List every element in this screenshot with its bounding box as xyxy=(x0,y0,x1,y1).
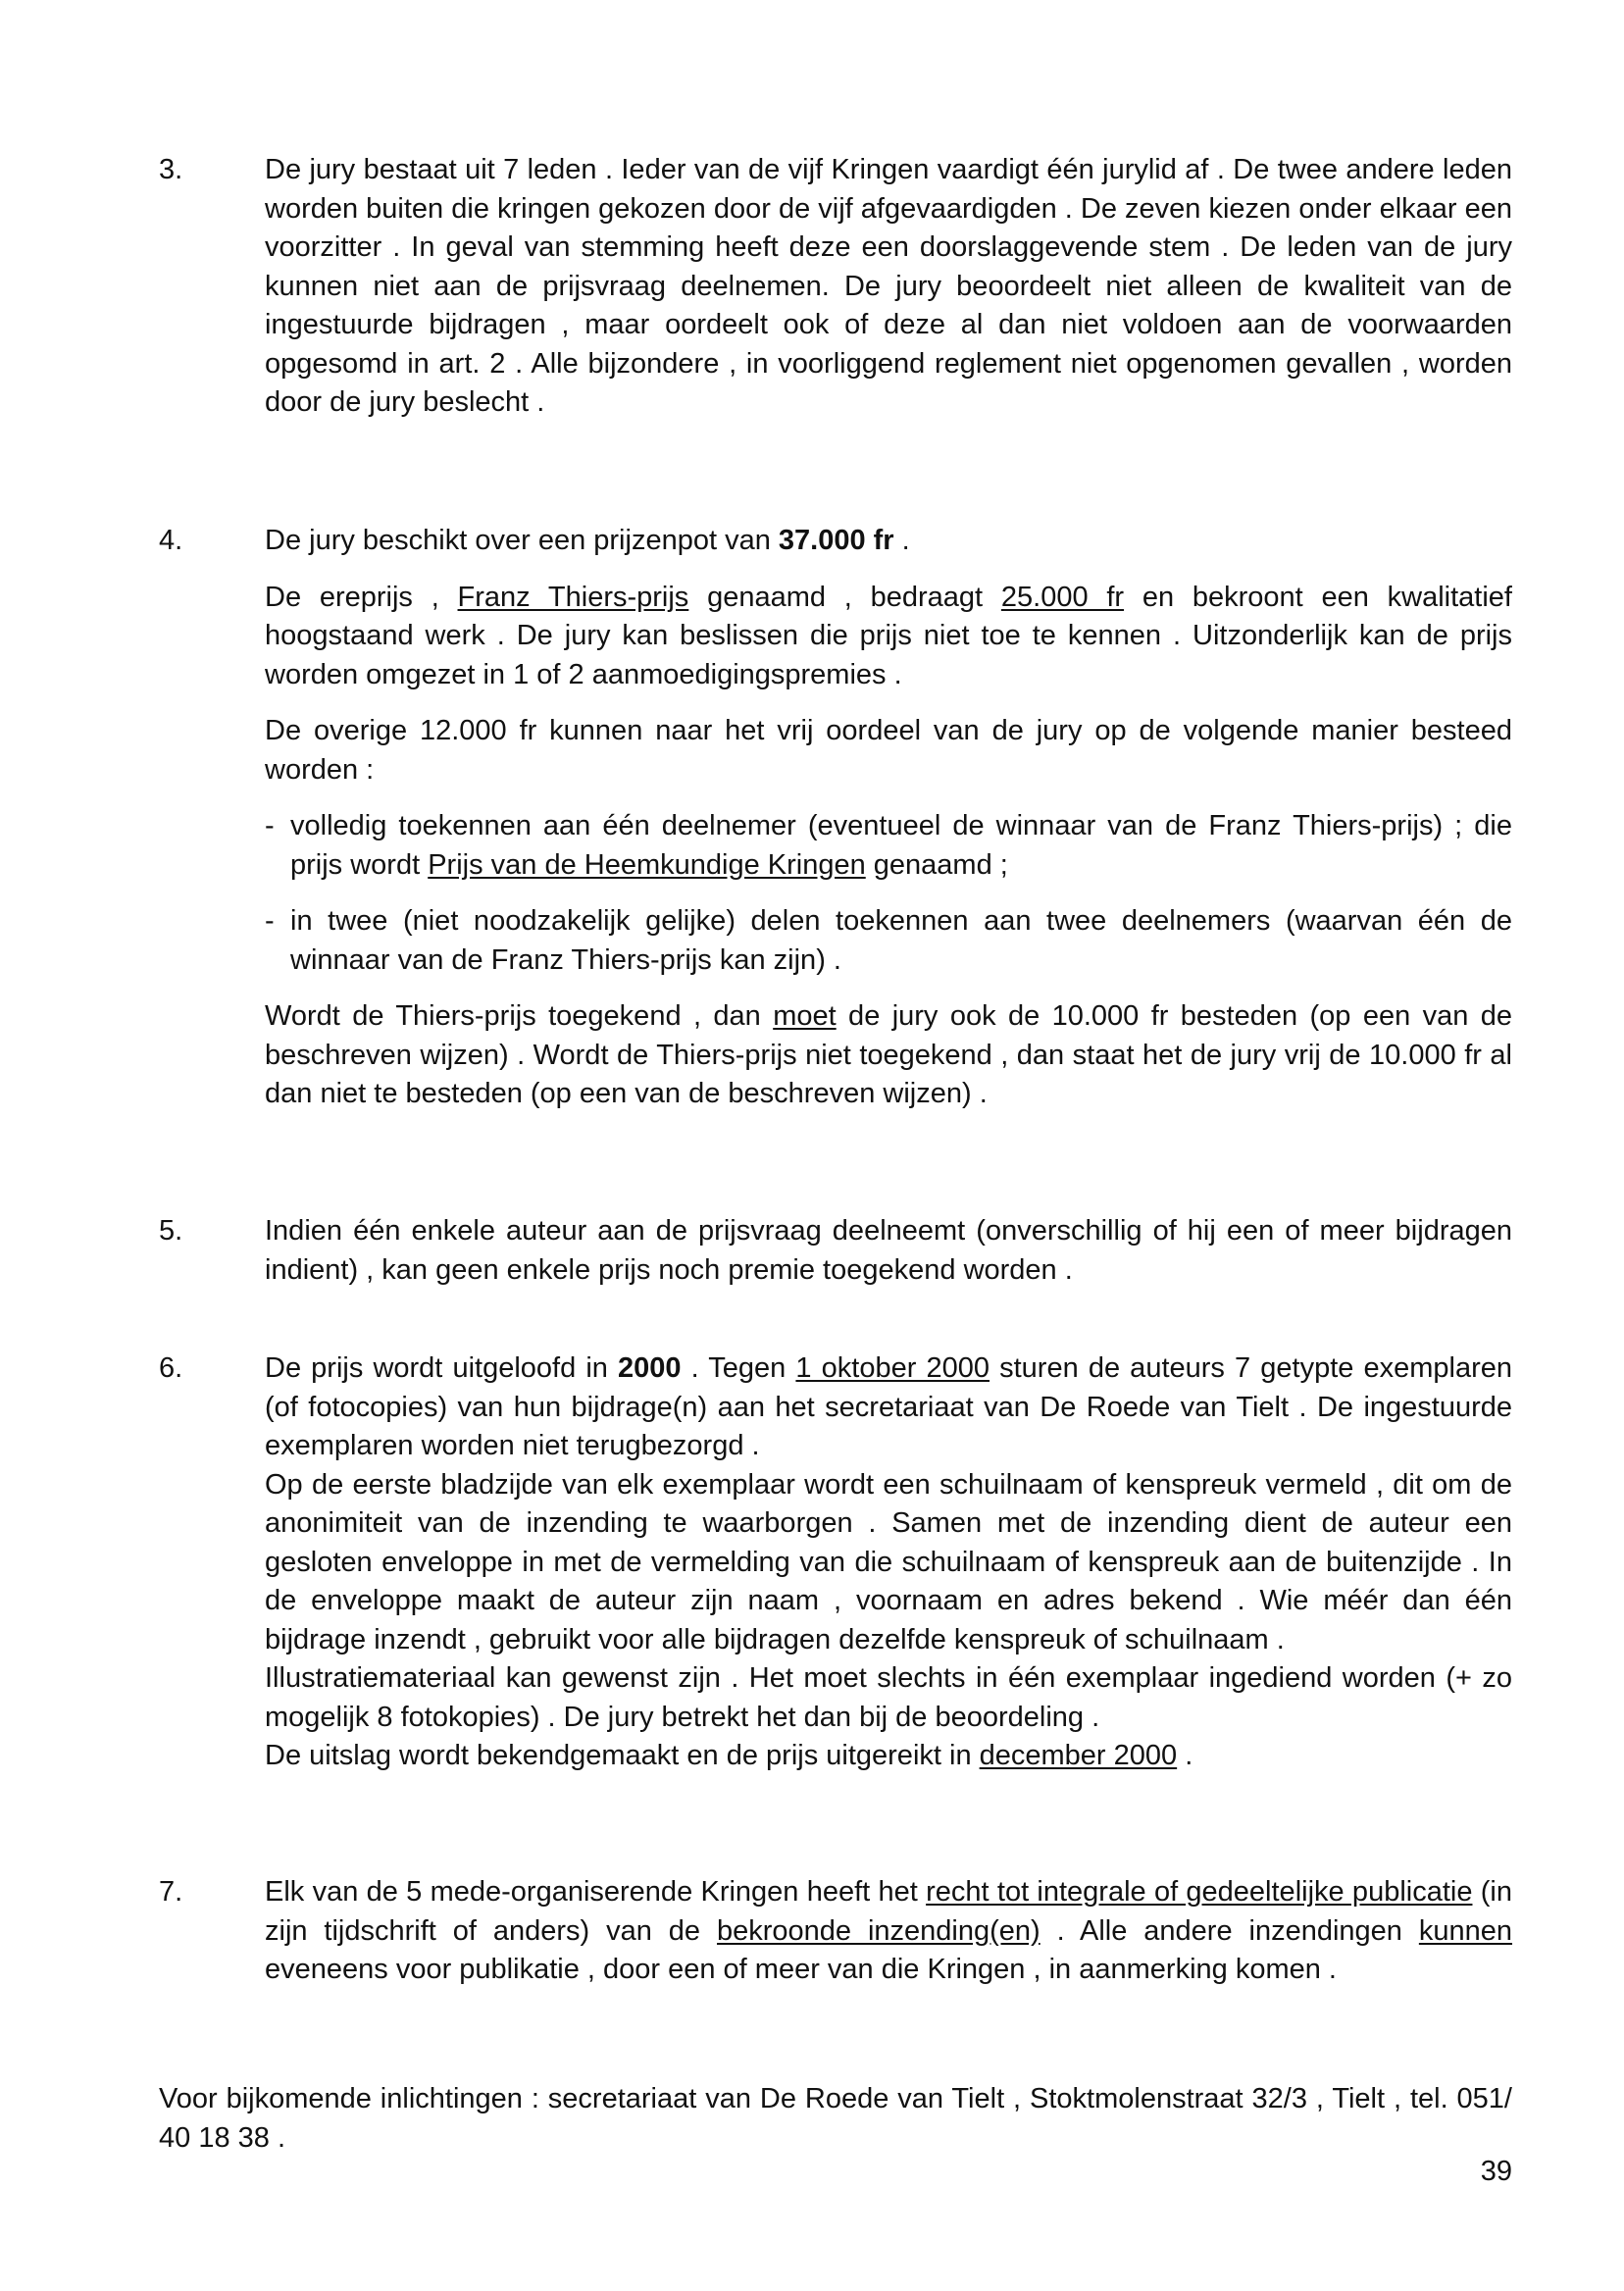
article-6-deadline: De prijs wordt uitgeloofd in 2000 . Tegen 1 oktober 2000 sturen de auteurs 7 getypte exemplaren (of fotocopies) van hun bijdrage(n) aan het secretariaat van De Roede van Tielt . De ingestuurde exemplaren worden niet terugbezorgd . xyxy=(265,1352,1513,1461)
article-4 xyxy=(159,522,1512,1114)
article-5-text: Indien één enkele auteur aan de prijsvraag deelneemt (onverschillig of hij een of meer bijdragen indient) , kan geen enkele prijs noch premie toegekend worden . xyxy=(265,1215,1512,1286)
article-4-main-prize: De ereprijs , Franz Thiers-prijs genaamd , bedraagt 25.000 fr en bekroont een kwalitatief hoogstaand werk . De jury kan beslissen die prijs niet toe te kennen . Uitzonderlijk kan de prijs worden omgezet in 1 of 2 aanmoedigingspremies . xyxy=(265,581,1512,690)
list-item: - volledig toekennen aan één deelnemer (eventueel de winnaar van de Franz Thiers-prijs) ; die prijs wordt Prijs van de Heemkundige Kringen genaamd ; xyxy=(265,810,1512,881)
article-5 xyxy=(159,1212,1512,1290)
article-3 xyxy=(159,151,1512,423)
secondary-prize-name: Prijs van de Heemkundige Kringen xyxy=(428,848,866,881)
prize-year: 2000 xyxy=(618,1352,682,1384)
article-number: 5. xyxy=(159,1215,183,1247)
prize-amount: 25.000 fr xyxy=(1000,581,1125,613)
result-date: december 2000 xyxy=(979,1740,1178,1771)
prize-pot-amount: 37.000 fr xyxy=(778,525,894,556)
deadline-date: 1 oktober 2000 xyxy=(795,1352,990,1384)
article-3-text: De jury bestaat uit 7 leden . Ieder van de vijf Kringen vaardigt één jurylid af . De twee andere leden worden buiten die kringen gekozen door de vijf afgevaardigden . De zeven kiezen onder elkaar een voorzitter . In geval van stemming heeft deze een doorslaggevende stem . De leden van de jury kunnen niet aan de prijsvraag deelnemen. De jury beoordeelt niet alleen de kwaliteit van de ingestuurde bijdragen , maar oordeelt ook of deze al dan niet voldoen aan de voorwaarden opgesomd in art. 2 . Alle bijzondere , in voorliggend reglement niet opgenomen gevallen , worden door de jury beslecht . xyxy=(265,154,1513,418)
article-7 xyxy=(159,1873,1512,1990)
article-number: 6. xyxy=(159,1352,183,1384)
article-6-illustrations: Illustratiemateriaal kan gewenst zijn . Het moet slechts in één exemplaar ingediend worden (+ zo mogelijk 8 fotokopies) . De jury betrekt het dan bij de beoordeling . xyxy=(265,1662,1512,1733)
article-number: 7. xyxy=(159,1876,183,1908)
article-4-intro: De jury beschikt over een prijzenpot van 37.000 fr . xyxy=(265,525,910,556)
article-number: 4. xyxy=(159,525,183,556)
article-number: 3. xyxy=(159,154,183,185)
article-4-conditions: Wordt de Thiers-prijs toegekend , dan moet de jury ook de 10.000 fr besteden (op een van de beschreven wijzen) . Wordt de Thiers-prijs niet toegekend , dan staat het de jury vrij de 10.000 fr al dan niet te besteden (op een van de beschreven wijzen) . xyxy=(265,1000,1512,1109)
article-4-remaining: De overige 12.000 fr kunnen naar het vrij oordeel van de jury op de volgende manier besteed worden : xyxy=(265,715,1512,786)
article-6-result: De uitslag wordt bekendgemaakt en de prijs uitgereikt in december 2000 . xyxy=(265,1740,1193,1771)
article-7-text: Elk van de 5 mede-organiserende Kringen heeft het recht tot integrale of gedeeltelijke publicatie (in zijn tijdschrift of anders) van de bekroonde inzending(en) . Alle andere inzendingen kunnen eveneens voor publikatie , door een of meer van die Kringen , in aanmerking komen . xyxy=(265,1876,1513,1985)
article-6-anonymity: Op de eerste bladzijde van elk exemplaar wordt een schuilnaam of kenspreuk vermeld , dit om de anonimiteit van de inzending te waarborgen . Samen met de inzending dient de auteur een gesloten enveloppe in met de vermelding van die schuilnaam of kenspreuk aan de buitenzijde . In de enveloppe maakt de auteur zijn naam , voornaam en adres bekend . Wie méér dan één bijdrage inzendt , gebruikt voor alle bijdragen dezelfde kenspreuk of schuilnaam . xyxy=(265,1468,1512,1655)
emphasis-must: moet xyxy=(773,1000,837,1032)
list-item: - in twee (niet noodzakelijk gelijke) delen toekennen aan twee deelnemers (waarvan één de winnaar van de Franz Thiers-prijs kan zijn) . xyxy=(265,905,1512,976)
page-number: 39 xyxy=(1480,2156,1512,2187)
contact-info: Voor bijkomende inlichtingen : secretariaat van De Roede van Tielt , Stoktmolenstraat 32/3 , Tielt , tel. 051/ 40 18 38 . xyxy=(159,2083,1512,2154)
prize-name: Franz Thiers-prijs xyxy=(457,581,689,613)
article-6 xyxy=(159,1349,1512,1776)
